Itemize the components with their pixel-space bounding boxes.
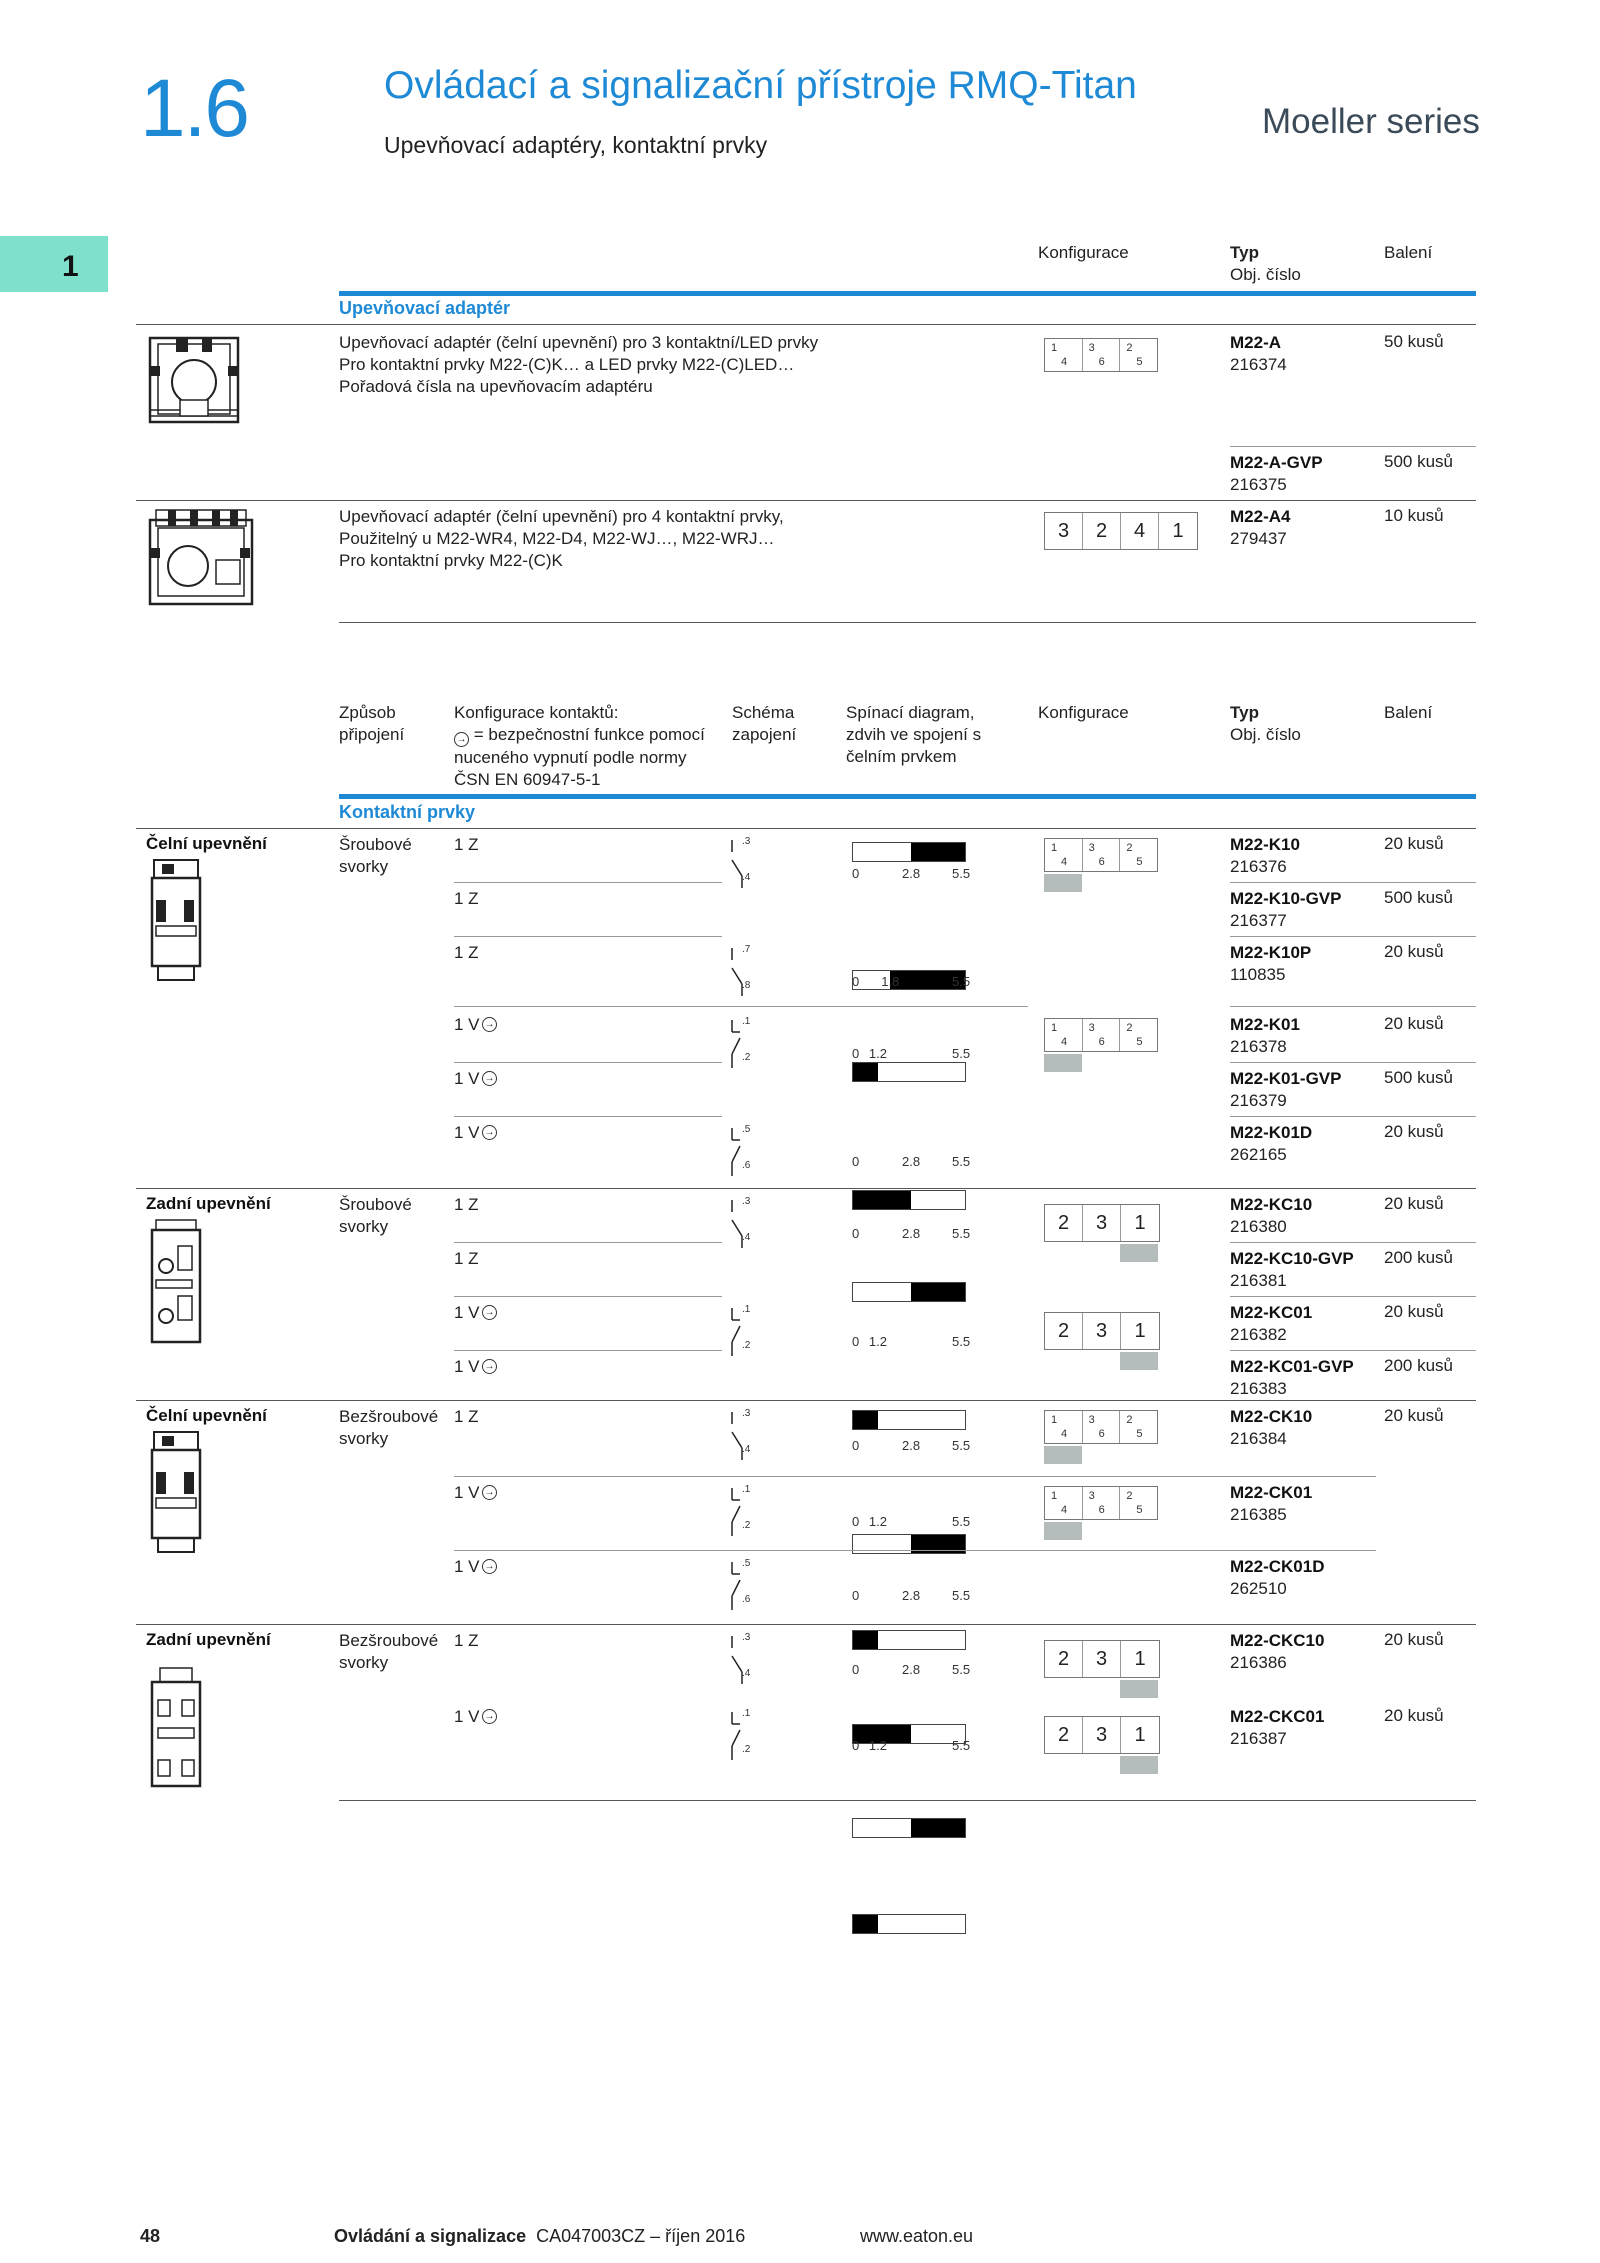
divider bbox=[1230, 446, 1476, 447]
adapter-3-image bbox=[146, 334, 242, 430]
packaging: 20 kusů bbox=[1384, 1302, 1444, 1321]
type-code: M22-CK10 bbox=[1230, 1407, 1313, 1426]
diagram-label-start: 0 bbox=[852, 866, 860, 881]
switching-diagram bbox=[852, 842, 966, 862]
type-code: M22-CK01 bbox=[1230, 1483, 1313, 1502]
col-konfigurace: Konfigurace bbox=[1038, 243, 1129, 262]
config-box-146 bbox=[1044, 1410, 1158, 1444]
order-number: 216376 bbox=[1230, 857, 1287, 876]
order-number: 216374 bbox=[1230, 355, 1287, 374]
config-cell bbox=[1120, 1411, 1157, 1443]
col-konfigurace-kontaktu: Konfigurace kontaktů: → = bezpečnostní funkce pomocí nuceného vypnutí podle normy ČSN EN 60947-5-1 bbox=[454, 703, 705, 789]
diagram-label-mid: 2.8 bbox=[902, 1438, 921, 1453]
diagram-label-end: 5.5 bbox=[952, 1738, 971, 1753]
config-box-146 bbox=[1044, 1486, 1158, 1520]
packaging: 10 kusů bbox=[1384, 506, 1444, 525]
diagram-label-end: 5.5 bbox=[952, 1438, 971, 1453]
config-cell bbox=[1045, 1487, 1083, 1519]
config-top: 3 bbox=[1088, 1022, 1095, 1034]
diagram-label-start: 0 bbox=[852, 1334, 860, 1349]
type-code: M22-K01D bbox=[1230, 1123, 1313, 1142]
config-cell: 1 bbox=[1134, 1724, 1146, 1746]
config-marker bbox=[1120, 1244, 1158, 1262]
config-marker bbox=[1044, 1522, 1082, 1540]
config-box-231 bbox=[1044, 1640, 1160, 1678]
diagram-label-mid: 2.8 bbox=[902, 866, 921, 881]
divider bbox=[1230, 1296, 1476, 1297]
diagram-label-mid: 2.8 bbox=[902, 1226, 921, 1241]
config-marker bbox=[1120, 1756, 1158, 1774]
config-top: 3 bbox=[1088, 1490, 1095, 1502]
packaging: 20 kusů bbox=[1384, 1406, 1444, 1425]
order-number: 216383 bbox=[1230, 1379, 1287, 1398]
config-bottom: 6 bbox=[1098, 1504, 1105, 1516]
config-bottom: 5 bbox=[1136, 1036, 1143, 1048]
connection-label: Šroubové svorky bbox=[339, 1195, 412, 1236]
terminal-bottom: .2 bbox=[742, 1744, 751, 1755]
terminal-top: .1 bbox=[742, 1484, 751, 1495]
type-code: M22-CK01D bbox=[1230, 1557, 1325, 1576]
divider bbox=[1230, 882, 1476, 883]
order-number: 110835 bbox=[1230, 965, 1286, 984]
order-number: 216384 bbox=[1230, 1429, 1287, 1448]
switching-diagram bbox=[852, 1062, 966, 1082]
contact-type: 1 Z bbox=[454, 889, 479, 908]
diagram-label-start: 0 bbox=[852, 1438, 860, 1453]
config-marker bbox=[1044, 1054, 1082, 1072]
packaging: 20 kusů bbox=[1384, 834, 1444, 853]
diagram-label-start: 0 bbox=[852, 1154, 860, 1169]
divider bbox=[339, 1800, 1476, 1801]
diagram-fill bbox=[853, 1631, 878, 1649]
mount-label: Čelní upevnění bbox=[146, 834, 267, 853]
divider bbox=[454, 1350, 722, 1351]
config-bottom: 6 bbox=[1098, 1428, 1105, 1440]
terminal-bottom: .6 bbox=[742, 1160, 751, 1171]
config-cell: 1 bbox=[1134, 1320, 1146, 1342]
config-marker bbox=[1044, 1446, 1082, 1464]
divider bbox=[1230, 1242, 1476, 1243]
divider bbox=[1230, 1062, 1476, 1063]
divider bbox=[136, 500, 1476, 501]
order-number: 216386 bbox=[1230, 1653, 1287, 1672]
config-cell: 3 bbox=[1083, 1313, 1121, 1349]
page-number: 48 bbox=[140, 2226, 161, 2246]
config-cell: 2 bbox=[1045, 1717, 1083, 1753]
terminal-top: .3 bbox=[742, 1196, 751, 1207]
packaging: 20 kusů bbox=[1384, 1194, 1444, 1213]
terminal-top: .5 bbox=[742, 1124, 751, 1135]
config-cell bbox=[1120, 1487, 1157, 1519]
config-cell bbox=[1045, 1411, 1083, 1443]
contact-type: 1 V bbox=[454, 1483, 480, 1502]
switching-diagram bbox=[852, 1410, 966, 1430]
packaging: 200 kusů bbox=[1384, 1356, 1453, 1375]
adapter-4-desc-2: Použitelný u M22-WR4, M22-D4, M22-WJ…, M22-WRJ… bbox=[339, 529, 775, 548]
safety-arrow-icon: → bbox=[482, 1359, 497, 1374]
mount-label: Zadní upevnění bbox=[146, 1194, 271, 1213]
safety-arrow-icon: → bbox=[482, 1125, 497, 1140]
config-marker bbox=[1044, 874, 1082, 892]
adapter-4-desc-3: Pro kontaktní prvky M22-(C)K bbox=[339, 551, 563, 570]
config-cell bbox=[1083, 1019, 1121, 1051]
config-cell bbox=[1083, 839, 1121, 871]
config-cell: 3 bbox=[1083, 1205, 1121, 1241]
config-top: 3 bbox=[1088, 842, 1095, 854]
type-code: M22-A4 bbox=[1230, 507, 1291, 526]
divider bbox=[339, 622, 1476, 623]
config-cell bbox=[1045, 1019, 1083, 1051]
config-bottom: 5 bbox=[1136, 856, 1143, 868]
adapter-3-desc-1: Upevňovací adaptér (čelní upevnění) pro 3 kontaktní/LED prvky bbox=[339, 333, 819, 352]
divider bbox=[1230, 1006, 1476, 1007]
terminal-top: .3 bbox=[742, 1408, 751, 1419]
config-cell bbox=[1045, 839, 1083, 871]
switching-diagram bbox=[852, 1534, 966, 1554]
config-cell: 3 bbox=[1083, 1641, 1121, 1677]
divider bbox=[136, 1188, 1476, 1189]
diagram-fill bbox=[853, 1915, 878, 1933]
diagram-label-end: 5.5 bbox=[952, 1662, 971, 1677]
contact-type: 1 Z bbox=[454, 1195, 479, 1214]
connection-label: Šroubové svorky bbox=[339, 835, 412, 876]
contact-type: 1 V bbox=[454, 1069, 480, 1088]
divider bbox=[454, 1550, 1376, 1551]
page-title: Ovládací a signalizační přístroje RMQ-Titan bbox=[384, 64, 1137, 107]
type-code: M22-K10 bbox=[1230, 835, 1300, 854]
config-bottom: 4 bbox=[1061, 1504, 1068, 1516]
safety-arrow-icon: → bbox=[482, 1017, 497, 1032]
contact-type: 1 Z bbox=[454, 1407, 479, 1426]
terminal-top: .7 bbox=[742, 944, 751, 955]
safety-arrow-icon: → bbox=[482, 1709, 497, 1724]
diagram-label-mid: 2.8 bbox=[902, 1662, 921, 1677]
diagram-label-end: 5.5 bbox=[952, 1334, 971, 1349]
mount-label: Čelní upevnění bbox=[146, 1406, 267, 1425]
config-top: 1 bbox=[1051, 842, 1058, 854]
type-code: M22-K01 bbox=[1230, 1015, 1300, 1034]
terminal-bottom: .2 bbox=[742, 1052, 751, 1063]
switching-diagram bbox=[852, 1282, 966, 1302]
order-number: 216380 bbox=[1230, 1217, 1287, 1236]
config-bottom: 5 bbox=[1136, 1504, 1143, 1516]
contact-element-rear-image bbox=[148, 1216, 204, 1348]
packaging: 50 kusů bbox=[1384, 332, 1444, 351]
terminal-bottom: .8 bbox=[742, 980, 751, 991]
safety-arrow-icon: → bbox=[482, 1485, 497, 1500]
safety-arrow-icon: → bbox=[454, 732, 469, 747]
order-number: 279437 bbox=[1230, 529, 1287, 548]
adapter-3-desc-3: Pořadová čísla na upevňovacím adaptéru bbox=[339, 377, 653, 396]
terminal-bottom: .2 bbox=[742, 1340, 751, 1351]
divider bbox=[1230, 1350, 1476, 1351]
diagram-label-start: 0 bbox=[852, 1588, 860, 1603]
page-subtitle: Upevňovací adaptéry, kontaktní prvky bbox=[384, 132, 768, 158]
col-obj-2: Obj. číslo bbox=[1230, 725, 1301, 744]
col-obj: Obj. číslo bbox=[1230, 265, 1301, 284]
config-cell: 2 bbox=[1045, 1313, 1083, 1349]
col-baleni: Balení bbox=[1384, 243, 1433, 262]
divider bbox=[454, 1296, 722, 1297]
config-cell bbox=[1083, 1411, 1121, 1443]
config-box-3241: 3 2 4 1 bbox=[1044, 512, 1198, 550]
contact-type: 1 Z bbox=[454, 1249, 479, 1268]
diagram-label-start: 0 bbox=[852, 1738, 860, 1753]
order-number: 216382 bbox=[1230, 1325, 1287, 1344]
section-number: 1.6 bbox=[140, 63, 248, 154]
config-box-146 bbox=[1044, 838, 1158, 872]
order-number: 216375 bbox=[1230, 475, 1287, 494]
config-cell: 2 bbox=[1045, 1205, 1083, 1241]
terminal-top: .1 bbox=[742, 1304, 751, 1315]
terminal-bottom: .4 bbox=[742, 872, 751, 883]
packaging: 500 kusů bbox=[1384, 1068, 1453, 1087]
footer-web[interactable]: www.eaton.eu bbox=[860, 2226, 974, 2246]
contact-type: 1 Z bbox=[454, 1631, 479, 1650]
diagram-label-mid: 1.2 bbox=[868, 1738, 887, 1753]
terminal-bottom: .4 bbox=[742, 1668, 751, 1679]
diagram-label-start: 0 bbox=[852, 1046, 860, 1061]
diagram-label-start: 0 bbox=[852, 1514, 860, 1529]
mount-label: Zadní upevnění bbox=[146, 1630, 271, 1649]
config-box-146: 1 4 3 6 2 5 bbox=[1044, 338, 1158, 372]
divider bbox=[454, 1116, 722, 1117]
connection-label: Bezšroubové svorky bbox=[339, 1407, 439, 1448]
order-number: 216381 bbox=[1230, 1271, 1287, 1290]
config-bottom: 4 bbox=[1061, 1036, 1068, 1048]
config-bottom: 5 bbox=[1136, 1428, 1143, 1440]
diagram-label-end: 5.5 bbox=[952, 1226, 971, 1241]
diagram-label-mid: 2.8 bbox=[902, 1588, 921, 1603]
config-cell: 1 bbox=[1134, 1648, 1146, 1670]
config-bottom: 4 bbox=[1061, 856, 1068, 868]
order-number: 216387 bbox=[1230, 1729, 1287, 1748]
divider bbox=[454, 882, 722, 883]
contact-type: 1 V bbox=[454, 1123, 480, 1142]
config-cell bbox=[1120, 839, 1157, 871]
divider bbox=[454, 936, 722, 937]
config-top: 1 bbox=[1051, 1490, 1058, 1502]
switching-diagram bbox=[852, 1190, 966, 1210]
diagram-label-start: 0 bbox=[852, 1662, 860, 1677]
type-code: M22-A bbox=[1230, 333, 1282, 352]
terminal-top: .1 bbox=[742, 1708, 751, 1719]
config-bottom: 6 bbox=[1098, 1036, 1105, 1048]
config-top: 2 bbox=[1126, 1490, 1133, 1502]
table2-header-rule bbox=[339, 794, 1476, 799]
type-code: M22-KC10 bbox=[1230, 1195, 1313, 1214]
config-cell bbox=[1083, 1487, 1121, 1519]
terminal-bottom: .2 bbox=[742, 1520, 751, 1531]
order-number: 216377 bbox=[1230, 911, 1287, 930]
safety-arrow-icon: → bbox=[482, 1305, 497, 1320]
switching-diagram bbox=[852, 1914, 966, 1934]
type-code: M22-K01-GVP bbox=[1230, 1069, 1342, 1088]
adapter-4-image bbox=[146, 506, 256, 610]
adapter-4-desc-1: Upevňovací adaptér (čelní upevnění) pro 4 kontaktní prvky, bbox=[339, 507, 784, 526]
packaging: 20 kusů bbox=[1384, 1630, 1444, 1649]
divider bbox=[136, 324, 1476, 325]
diagram-label-end: 5.5 bbox=[952, 1514, 971, 1529]
terminal-top: .5 bbox=[742, 1558, 751, 1569]
terminal-top: .3 bbox=[742, 1632, 751, 1643]
order-number: 262510 bbox=[1230, 1579, 1287, 1598]
divider bbox=[454, 1476, 1376, 1477]
switching-diagram bbox=[852, 1818, 966, 1838]
section-title-adapter: Upevňovací adaptér bbox=[339, 298, 511, 318]
divider bbox=[1230, 1116, 1476, 1117]
divider bbox=[454, 1242, 722, 1243]
diagram-label-end: 5.5 bbox=[952, 866, 971, 881]
config-cell: 1 bbox=[1134, 1212, 1146, 1234]
type-code: M22-CKC01 bbox=[1230, 1707, 1325, 1726]
config-marker bbox=[1120, 1680, 1158, 1698]
diagram-label-mid: 1.8 bbox=[881, 974, 900, 989]
footer-doc: Ovládání a signalizace CA047003CZ – říjen 2016 bbox=[334, 2226, 746, 2246]
diagram-fill bbox=[853, 1411, 878, 1429]
config-top: 1 bbox=[1051, 1022, 1058, 1034]
type-code: M22-K10-GVP bbox=[1230, 889, 1342, 908]
divider bbox=[454, 1006, 1028, 1007]
config-box-231 bbox=[1044, 1204, 1160, 1242]
diagram-label-mid: 2.8 bbox=[902, 1154, 921, 1169]
divider bbox=[136, 1624, 1476, 1625]
diagram-label-mid: 1.2 bbox=[868, 1334, 887, 1349]
config-cell bbox=[1120, 1019, 1157, 1051]
divider bbox=[1230, 936, 1476, 937]
diagram-label-end: 5.5 bbox=[952, 1046, 971, 1061]
order-number: 216378 bbox=[1230, 1037, 1287, 1056]
diagram-fill bbox=[911, 1819, 965, 1837]
col-typ-2: Typ bbox=[1230, 703, 1259, 722]
contact-type: 1 V bbox=[454, 1303, 480, 1322]
packaging: 20 kusů bbox=[1384, 1122, 1444, 1141]
series-label: Moeller series bbox=[1262, 102, 1480, 141]
adapter-3-desc-2: Pro kontaktní prvky M22-(C)K… a LED prvky M22-(C)LED… bbox=[339, 355, 795, 374]
contact-type: 1 V bbox=[454, 1357, 480, 1376]
packaging: 200 kusů bbox=[1384, 1248, 1453, 1267]
divider bbox=[136, 828, 1476, 829]
config-top: 1 bbox=[1051, 1414, 1058, 1426]
packaging: 20 kusů bbox=[1384, 1014, 1444, 1033]
safety-arrow-icon: → bbox=[482, 1559, 497, 1574]
section-title-contacts: Kontaktní prvky bbox=[339, 802, 476, 822]
contact-element-rear-screwless-image bbox=[148, 1664, 204, 1792]
diagram-label-end: 5.5 bbox=[952, 1154, 971, 1169]
diagram-fill bbox=[853, 1063, 878, 1081]
packaging: 500 kusů bbox=[1384, 452, 1453, 471]
contact-type: 1 Z bbox=[454, 835, 479, 854]
type-code: M22-A-GVP bbox=[1230, 453, 1323, 472]
diagram-label-end: 5.5 bbox=[952, 1588, 971, 1603]
type-code: M22-KC01-GVP bbox=[1230, 1357, 1354, 1376]
diagram-label-start: 0 bbox=[852, 1226, 860, 1241]
type-code: M22-CKC10 bbox=[1230, 1631, 1325, 1650]
config-cell: 2 bbox=[1045, 1641, 1083, 1677]
contact-type: 1 V bbox=[454, 1015, 480, 1034]
diagram-label-start: 0 bbox=[852, 974, 860, 989]
divider bbox=[454, 1062, 722, 1063]
config-marker bbox=[1120, 1352, 1158, 1370]
packaging: 500 kusů bbox=[1384, 888, 1453, 907]
terminal-bottom: .4 bbox=[742, 1444, 751, 1455]
contact-type: 1 V bbox=[454, 1707, 480, 1726]
diagram-label-mid: 1.2 bbox=[868, 1514, 887, 1529]
type-code: M22-K10P bbox=[1230, 943, 1312, 962]
type-code: M22-KC10-GVP bbox=[1230, 1249, 1354, 1268]
config-box-231 bbox=[1044, 1716, 1160, 1754]
config-bottom: 4 bbox=[1061, 1428, 1068, 1440]
connection-label: Bezšroubové svorky bbox=[339, 1631, 439, 1672]
config-top: 2 bbox=[1126, 1022, 1133, 1034]
table1-header-rule bbox=[339, 291, 1476, 296]
contact-element-front-screwless-image bbox=[148, 1428, 204, 1560]
config-top: 3 bbox=[1088, 1414, 1095, 1426]
chapter-tab[interactable]: 1 bbox=[0, 236, 108, 292]
diagram-label-end: 5.5 bbox=[952, 974, 971, 989]
divider bbox=[136, 1400, 1476, 1401]
terminal-bottom: .4 bbox=[742, 1232, 751, 1243]
diagram-fill bbox=[853, 1191, 911, 1209]
config-top: 2 bbox=[1126, 842, 1133, 854]
diagram-fill bbox=[911, 1283, 965, 1301]
config-top: 2 bbox=[1126, 1414, 1133, 1426]
terminal-bottom: .6 bbox=[742, 1594, 751, 1605]
col-schema: Schéma zapojení bbox=[732, 703, 797, 744]
type-code: M22-KC01 bbox=[1230, 1303, 1313, 1322]
col-spinaci-diagram: Spínací diagram, zdvih ve spojení s čelním prvkem bbox=[846, 703, 982, 766]
contact-element-front-image bbox=[148, 856, 204, 988]
packaging: 20 kusů bbox=[1384, 1706, 1444, 1725]
col-typ: Typ bbox=[1230, 243, 1259, 262]
col-baleni-2: Balení bbox=[1384, 703, 1433, 722]
order-number: 216379 bbox=[1230, 1091, 1287, 1110]
order-number: 262165 bbox=[1230, 1145, 1287, 1164]
switching-diagram bbox=[852, 1630, 966, 1650]
terminal-top: .1 bbox=[742, 1016, 751, 1027]
order-number: 216385 bbox=[1230, 1505, 1287, 1524]
diagram-label-mid: 1.2 bbox=[868, 1046, 887, 1061]
terminal-top: .3 bbox=[742, 836, 751, 847]
config-box-231 bbox=[1044, 1312, 1160, 1350]
col-konfigurace-2: Konfigurace bbox=[1038, 703, 1129, 722]
safety-arrow-icon: → bbox=[482, 1071, 497, 1086]
config-bottom: 6 bbox=[1098, 856, 1105, 868]
contact-type: 1 Z bbox=[454, 943, 479, 962]
packaging: 20 kusů bbox=[1384, 942, 1444, 961]
config-box-146 bbox=[1044, 1018, 1158, 1052]
switching-diagram bbox=[852, 970, 966, 990]
contact-type: 1 V bbox=[454, 1557, 480, 1576]
col-zpusob: Způsob připojení bbox=[339, 703, 405, 744]
config-cell: 3 bbox=[1083, 1717, 1121, 1753]
diagram-fill bbox=[911, 843, 965, 861]
